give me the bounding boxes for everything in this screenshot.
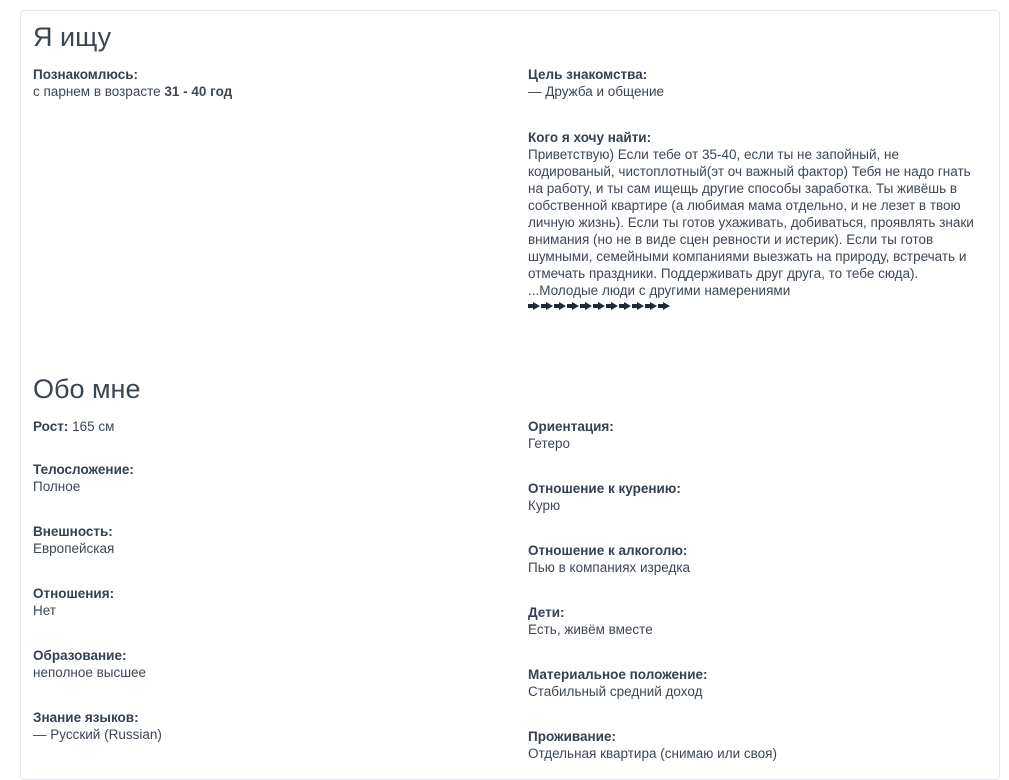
height-field [33,418,473,435]
about-field-value: Курю [528,498,561,513]
who-label: Кого я хочу найти: [528,130,652,145]
arrow-icon [598,302,605,310]
about-field-label: Знание языков: [33,710,139,725]
about-field-label: Дети: [528,605,565,620]
about-field [528,604,983,638]
about-field-label: Образование: [33,648,127,663]
about-section-title: Обо мне [33,374,141,404]
arrow-icon [624,302,631,310]
goal-label: Цель знакомства: [528,67,648,82]
arrow-icon [559,302,566,310]
about-field-value: Европейская [33,541,115,556]
about-field-label: Отношение к курению: [528,481,681,496]
about-field-value: Полное [33,479,81,494]
about-field [528,418,983,452]
about-field-value: Стабильный средний доход [528,684,703,699]
about-field-label: Отношения: [33,586,115,601]
goal-value: — Дружба и общение [528,84,665,99]
meet-value [33,83,473,100]
meet-age: 31 - 40 год [164,84,233,99]
arrow-icon [546,302,553,310]
about-field-value: Пью в компаниях изредка [528,560,691,575]
about-field [33,647,473,681]
height-label: Рост: [33,419,69,434]
about-field-value: — Русский (Russian) [33,727,162,742]
about-field-value: Гетеро [528,436,571,451]
about-field-label: Ориентация: [528,419,614,434]
arrow-icon [611,302,618,310]
seeking-section-title: Я ищу [33,22,112,52]
arrow-icon [637,302,644,310]
about-field-value: Отдельная квартира (снимаю или своя) [528,746,777,761]
goal-field [528,66,983,100]
about-field [528,666,983,700]
height-value: 165 см [72,419,115,434]
about-field-label: Проживание: [528,729,616,744]
about-field [33,585,473,619]
arrow-icon [650,302,657,310]
about-field [33,461,473,495]
arrow-icon [663,302,670,310]
who-text: Приветствую) Если тебе от 35-40, если ты не запойный, не кодированый, чистоплотный(эт оч важный фактор) Тебя не надо гнать на работу, и ты сам ищещь другие способы заработка. Ты живёшь в собственной квартире (а любимая мама отдельно, и не лезет в твою личную жизнь). Если ты готов ухаживать, добиваться, проявлять знаки внимания (но не в виде сцен ревности и истерик). Если ты готов шумными, семейными компаниями выезжать на природу, встречать и отмечать праздники. Поддерживать друг друга, то тебе сюда). ...Молодые люди с другими намерениями [528,147,974,298]
about-field-value: неполное высшее [33,665,147,680]
arrow-icon [572,302,579,310]
about-field [33,709,473,743]
meet-field [33,66,473,100]
meet-prefix: с парнем в возрасте [33,84,165,99]
arrow-icon [533,302,540,310]
about-field-label: Отношение к алкоголю: [528,543,688,558]
about-field-value: Есть, живём вместе [528,622,653,637]
about-field-label: Материальное положение: [528,667,708,682]
about-field [528,728,983,762]
about-field-label: Внешность: [33,524,113,539]
about-field [33,523,473,557]
who-field [528,129,978,310]
arrow-icon [585,302,592,310]
arrow-divider [528,302,978,310]
about-field [528,480,983,514]
about-field [528,542,983,576]
meet-label: Познакомлюсь: [33,67,139,82]
about-field-value: Нет [33,603,56,618]
about-field-label: Телосложение: [33,462,134,477]
